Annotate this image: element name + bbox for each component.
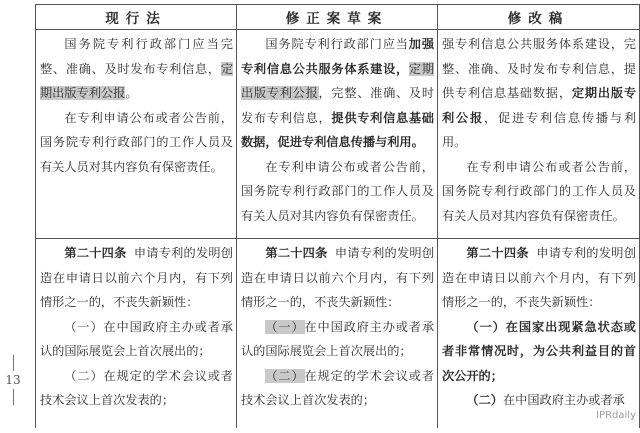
table-row xyxy=(36,239,640,429)
text: 在规定的学术会议或者技术会议上首次发表的； xyxy=(241,368,435,407)
table-row xyxy=(36,30,640,239)
page-number-line-top xyxy=(13,355,14,371)
highlighted-text: 定期出版专利公报 xyxy=(40,61,233,100)
header-revised: 修改稿 xyxy=(438,5,640,30)
comparison-table xyxy=(35,4,640,428)
paragraph xyxy=(241,241,434,315)
header-current-law: 现行法 xyxy=(36,5,237,30)
bold-text: 定期出版专利公报 xyxy=(442,86,637,125)
cell-revised-art24 xyxy=(438,239,640,429)
text: 国务院专利行政部门应当 xyxy=(265,37,409,51)
paragraph: 在专利申请公布或者公告前，国务院专利行政部门的工作人员及有关人员对其内容负有保密责任。 xyxy=(40,110,233,174)
bold-text: 加强专利信息公共服务体系建设， xyxy=(241,37,435,76)
text: 申请专利的发明创造在申请日以前六个月内，有下列情形之一的，不丧失新颖性： xyxy=(442,246,637,309)
highlighted-text: 定期出版专利公报 xyxy=(241,61,435,100)
list-item: （二）在规定的学术会议或者技术会议上首次发表的； xyxy=(40,368,233,407)
cell-draft-art24 xyxy=(237,239,438,429)
article-number: 第二十四条 xyxy=(64,246,127,260)
text: 在中国政府主办或者承认的国际展览会上首次展出的； xyxy=(241,319,435,358)
cell-draft-info xyxy=(237,30,438,239)
page-number-value: 13 xyxy=(5,373,21,387)
list-item xyxy=(241,315,434,364)
text: 强专利信息公共服务体系建设，完整、准确、及时发布专利信息，提供专利信息基础数据， xyxy=(442,37,636,100)
text: 在中国政府主办或者承 xyxy=(502,393,625,407)
list-item: （一）在中国政府主办或者承认的国际展览会上首次展出的； xyxy=(40,319,233,358)
cell-current-law-info xyxy=(36,30,237,239)
list-item xyxy=(241,364,434,413)
article-number: 第二十四条 xyxy=(265,246,328,260)
highlighted-text: （一） xyxy=(265,319,305,334)
text: ，促进专利信息传播与利用。 xyxy=(442,110,637,149)
header-row xyxy=(36,5,640,30)
cell-revised-info xyxy=(438,30,640,239)
cell-current-law-art24 xyxy=(36,239,237,429)
paragraph xyxy=(241,32,434,155)
paragraph xyxy=(40,32,233,106)
paragraph xyxy=(442,241,636,315)
paragraph: 在专利申请公布或者公告前，国务院专利行政部门的工作人员及有关人员对其内容负有保密责任。 xyxy=(241,159,434,223)
text: ，完整、准确、及时发布专利信息， xyxy=(241,86,435,125)
list-item: （一）在国家出现紧急状态或者非常情况时，为公共利益目的首次公开的； xyxy=(442,319,636,383)
text: 申请专利的发明创造在申请日以前六个月内，有下列情形之一的，不丧失新颖性： xyxy=(241,246,435,309)
bold-text: （二） xyxy=(466,393,503,407)
page-number-line-bottom xyxy=(13,389,14,405)
header-draft: 修正案草案 xyxy=(237,5,438,30)
list-item xyxy=(442,388,636,413)
text: 国务院专利行政部门应当完整、准确、及时发布专利信息， xyxy=(40,37,233,76)
bold-text: 提供专利信息基础数据，促进专利信息传播与利用。 xyxy=(241,110,434,149)
article-number: 第二十四条 xyxy=(466,246,529,260)
watermark: IPRdaily xyxy=(596,410,636,421)
highlighted-text: （二） xyxy=(265,368,305,383)
page-number xyxy=(2,352,24,408)
paragraph xyxy=(40,241,233,315)
text: 申请专利的发明创造在申请日以前六个月内，有下列情形之一的，不丧失新颖性： xyxy=(40,246,234,309)
paragraph: 在专利申请公布或者公告前，国务院专利行政部门的工作人员及有关人员对其内容负有保密责任。 xyxy=(442,159,636,223)
text: 。 xyxy=(125,86,138,100)
paragraph xyxy=(442,32,636,155)
